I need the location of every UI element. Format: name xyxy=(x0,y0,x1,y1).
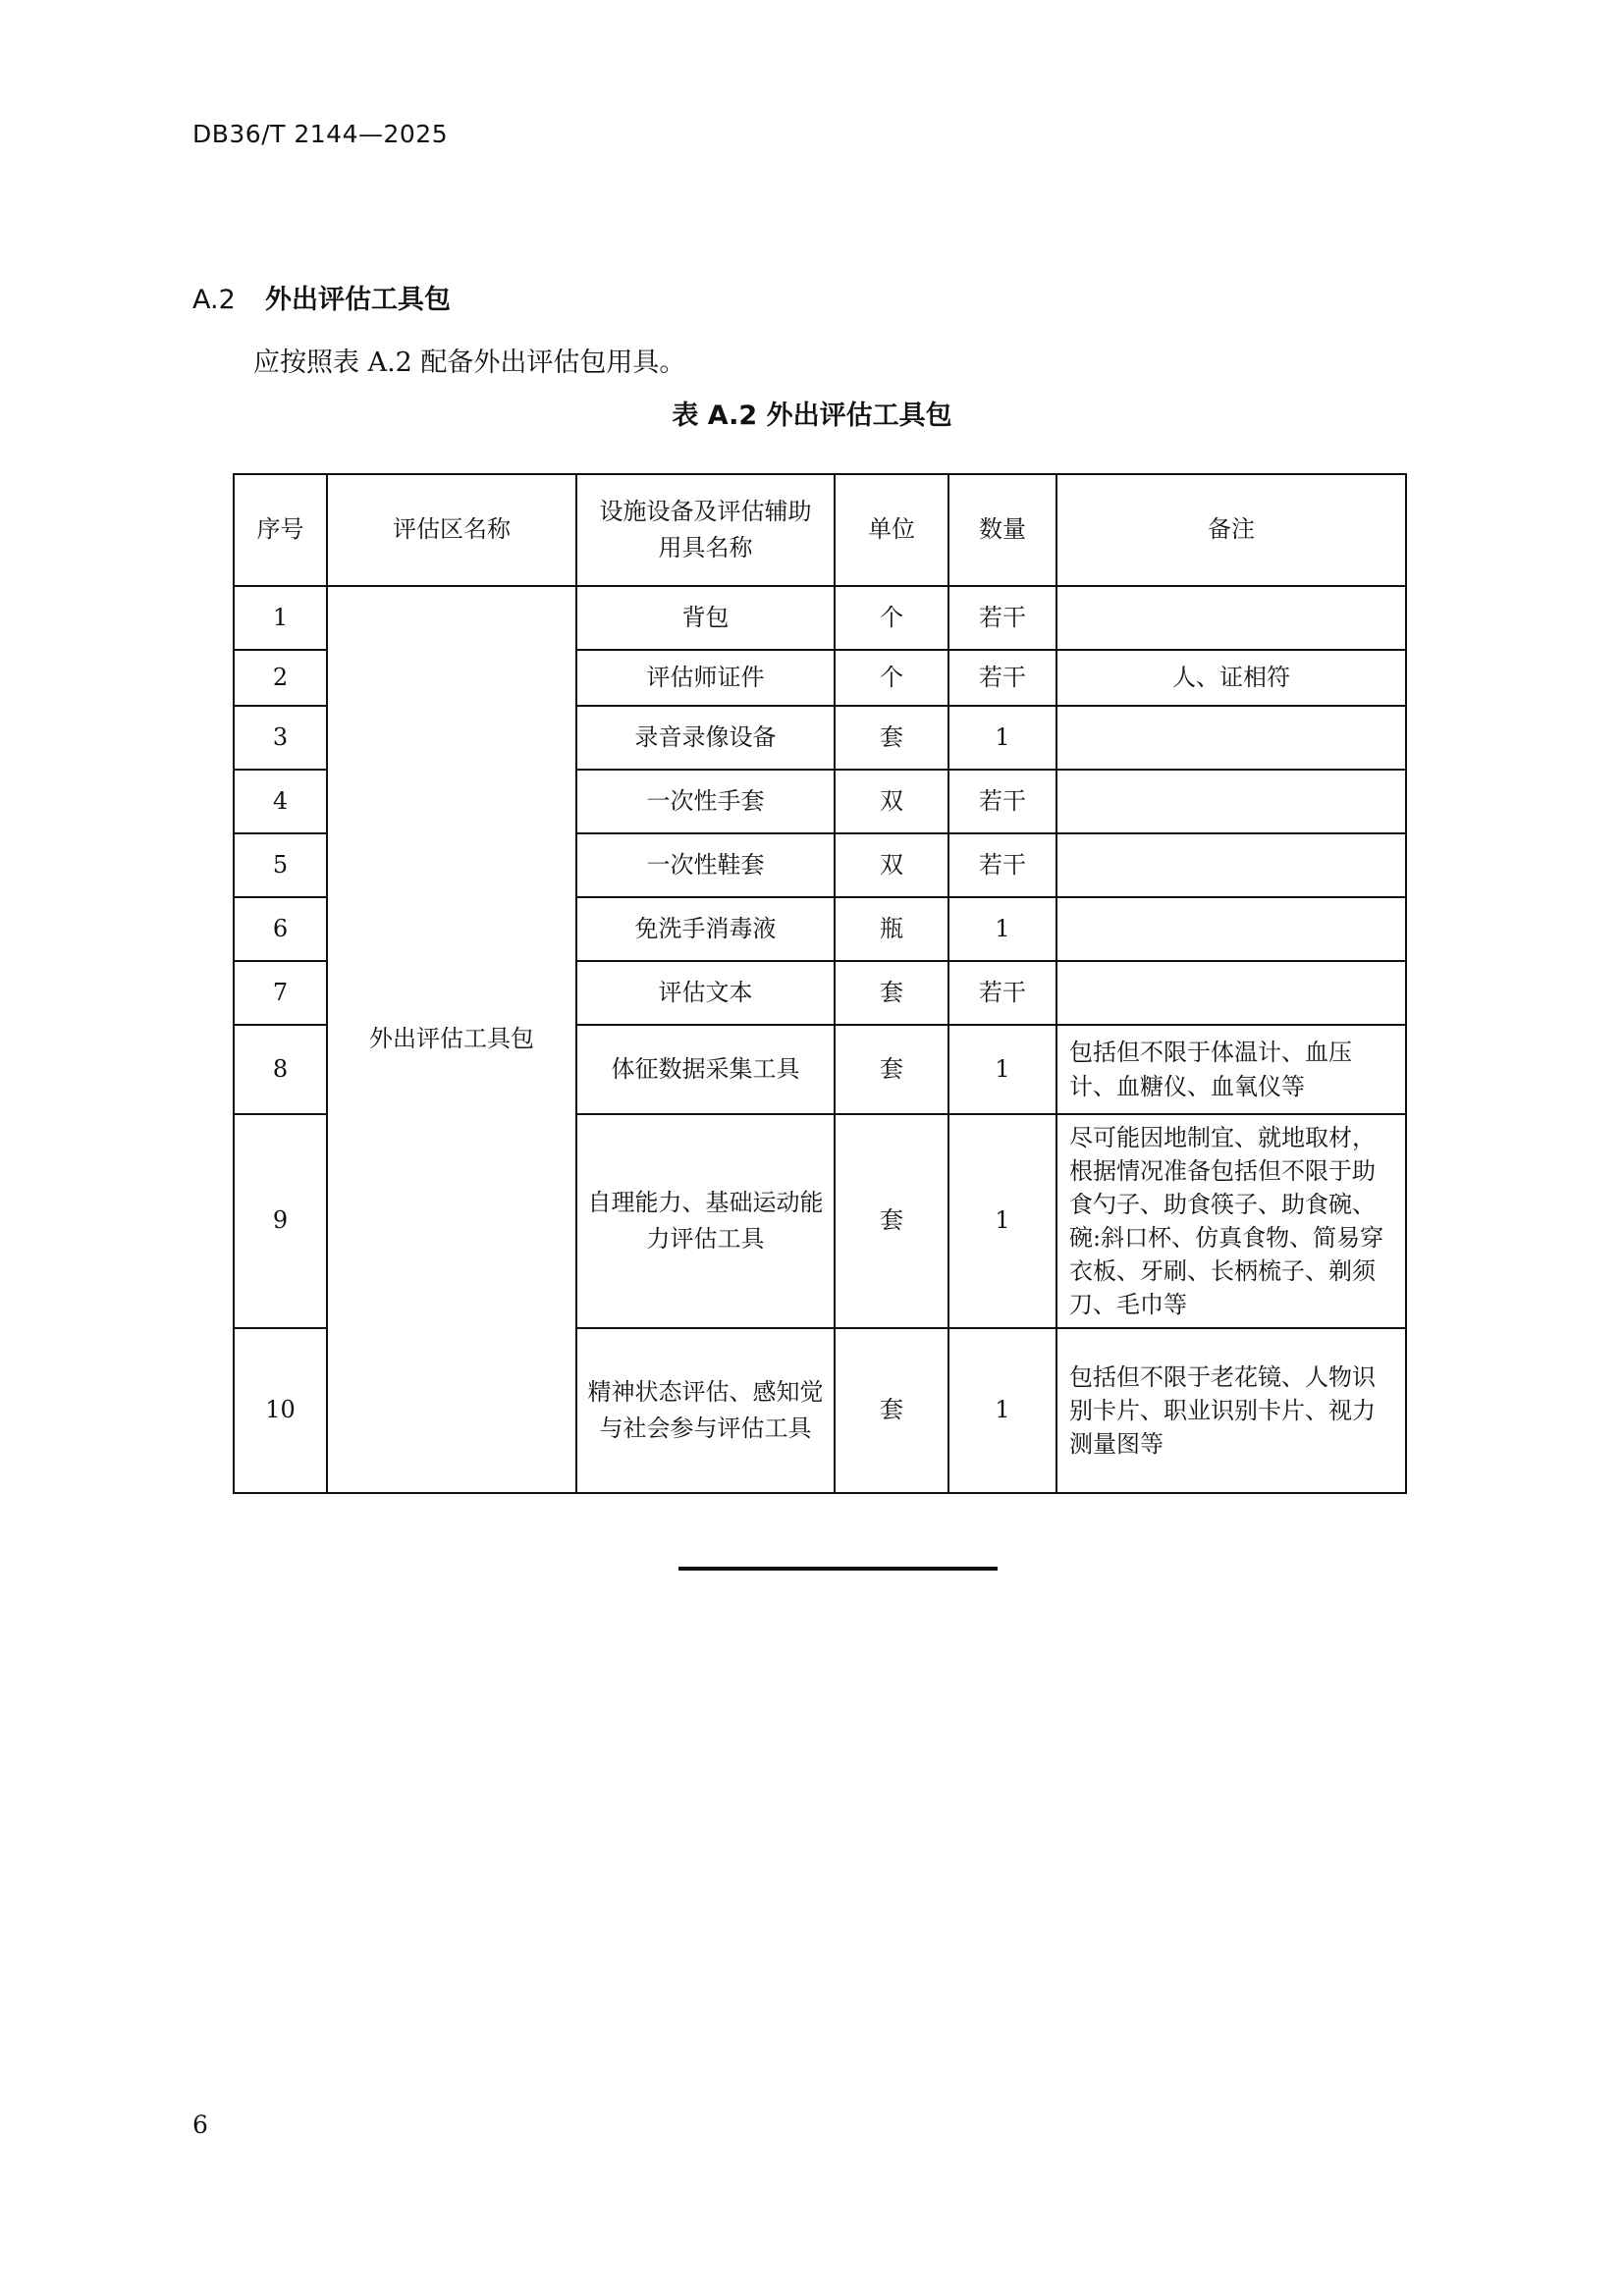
cell-seq: 10 xyxy=(234,1328,327,1493)
cell-remark xyxy=(1056,586,1406,650)
cell-unit: 套 xyxy=(835,706,948,770)
cell-item: 背包 xyxy=(576,586,835,650)
cell-item: 体征数据采集工具 xyxy=(576,1025,835,1114)
cell-remark: 人、证相符 xyxy=(1056,650,1406,706)
section-number: A.2 xyxy=(192,285,236,315)
cell-qty: 若干 xyxy=(948,833,1056,897)
cell-remark: 包括但不限于体温计、血压计、血糖仪、血氧仪等 xyxy=(1056,1025,1406,1114)
cell-unit: 个 xyxy=(835,650,948,706)
document-code: DB36/T 2144—2025 xyxy=(192,120,449,148)
header-area: 评估区名称 xyxy=(327,474,576,586)
header-unit: 单位 xyxy=(835,474,948,586)
table-row xyxy=(234,586,1406,650)
cell-item: 一次性鞋套 xyxy=(576,833,835,897)
cell-qty: 若干 xyxy=(948,770,1056,833)
section-heading xyxy=(192,278,451,316)
cell-item: 评估师证件 xyxy=(576,650,835,706)
tools-table xyxy=(233,473,1407,1494)
cell-unit: 套 xyxy=(835,1114,948,1328)
body-paragraph: 应按照表 A.2 配备外出评估包用具。 xyxy=(253,347,686,378)
cell-seq: 5 xyxy=(234,833,327,897)
cell-qty: 1 xyxy=(948,897,1056,961)
header-qty: 数量 xyxy=(948,474,1056,586)
header-seq: 序号 xyxy=(234,474,327,586)
cell-seq: 9 xyxy=(234,1114,327,1328)
cell-remark xyxy=(1056,897,1406,961)
cell-unit: 套 xyxy=(835,1025,948,1114)
cell-seq: 7 xyxy=(234,961,327,1025)
cell-item: 评估文本 xyxy=(576,961,835,1025)
cell-unit: 套 xyxy=(835,961,948,1025)
cell-remark xyxy=(1056,961,1406,1025)
header-item-line2: 用具名称 xyxy=(658,534,753,561)
cell-unit: 个 xyxy=(835,586,948,650)
cell-item: 精神状态评估、感知觉与社会参与评估工具 xyxy=(576,1328,835,1493)
cell-qty: 若干 xyxy=(948,586,1056,650)
cell-item: 录音录像设备 xyxy=(576,706,835,770)
cell-unit: 套 xyxy=(835,1328,948,1493)
cell-unit: 双 xyxy=(835,833,948,897)
cell-seq: 4 xyxy=(234,770,327,833)
cell-seq: 1 xyxy=(234,586,327,650)
cell-seq: 3 xyxy=(234,706,327,770)
cell-area-name: 外出评估工具包 xyxy=(327,586,576,1493)
cell-qty: 若干 xyxy=(948,650,1056,706)
cell-remark: 包括但不限于老花镜、人物识别卡片、职业识别卡片、视力测量图等 xyxy=(1056,1328,1406,1493)
cell-remark xyxy=(1056,706,1406,770)
table-caption: 表 A.2 外出评估工具包 xyxy=(672,400,952,431)
cell-remark xyxy=(1056,770,1406,833)
cell-seq: 8 xyxy=(234,1025,327,1114)
cell-qty: 1 xyxy=(948,1328,1056,1493)
cell-item: 免洗手消毒液 xyxy=(576,897,835,961)
cell-unit: 双 xyxy=(835,770,948,833)
cell-remark xyxy=(1056,833,1406,897)
cell-remark: 尽可能因地制宜、就地取材，根据情况准备包括但不限于助食勺子、助食筷子、助食碗、碗:斜口杯、仿真食物、简易穿衣板、牙刷、长柄梳子、剃须刀、毛巾等 xyxy=(1056,1114,1406,1328)
cell-seq: 6 xyxy=(234,897,327,961)
page-number: 6 xyxy=(192,2110,208,2139)
cell-qty: 1 xyxy=(948,706,1056,770)
cell-item: 一次性手套 xyxy=(576,770,835,833)
cell-qty: 1 xyxy=(948,1114,1056,1328)
cell-seq: 2 xyxy=(234,650,327,706)
cell-unit: 瓶 xyxy=(835,897,948,961)
cell-qty: 若干 xyxy=(948,961,1056,1025)
end-of-standard-rule xyxy=(678,1567,998,1571)
cell-qty: 1 xyxy=(948,1025,1056,1114)
section-title: 外出评估工具包 xyxy=(265,285,451,315)
header-remark: 备注 xyxy=(1056,474,1406,586)
header-item-line1: 设施设备及评估辅助 xyxy=(599,497,812,525)
cell-item: 自理能力、基础运动能力评估工具 xyxy=(576,1114,835,1328)
header-item xyxy=(576,474,835,586)
table-header-row xyxy=(234,474,1406,586)
